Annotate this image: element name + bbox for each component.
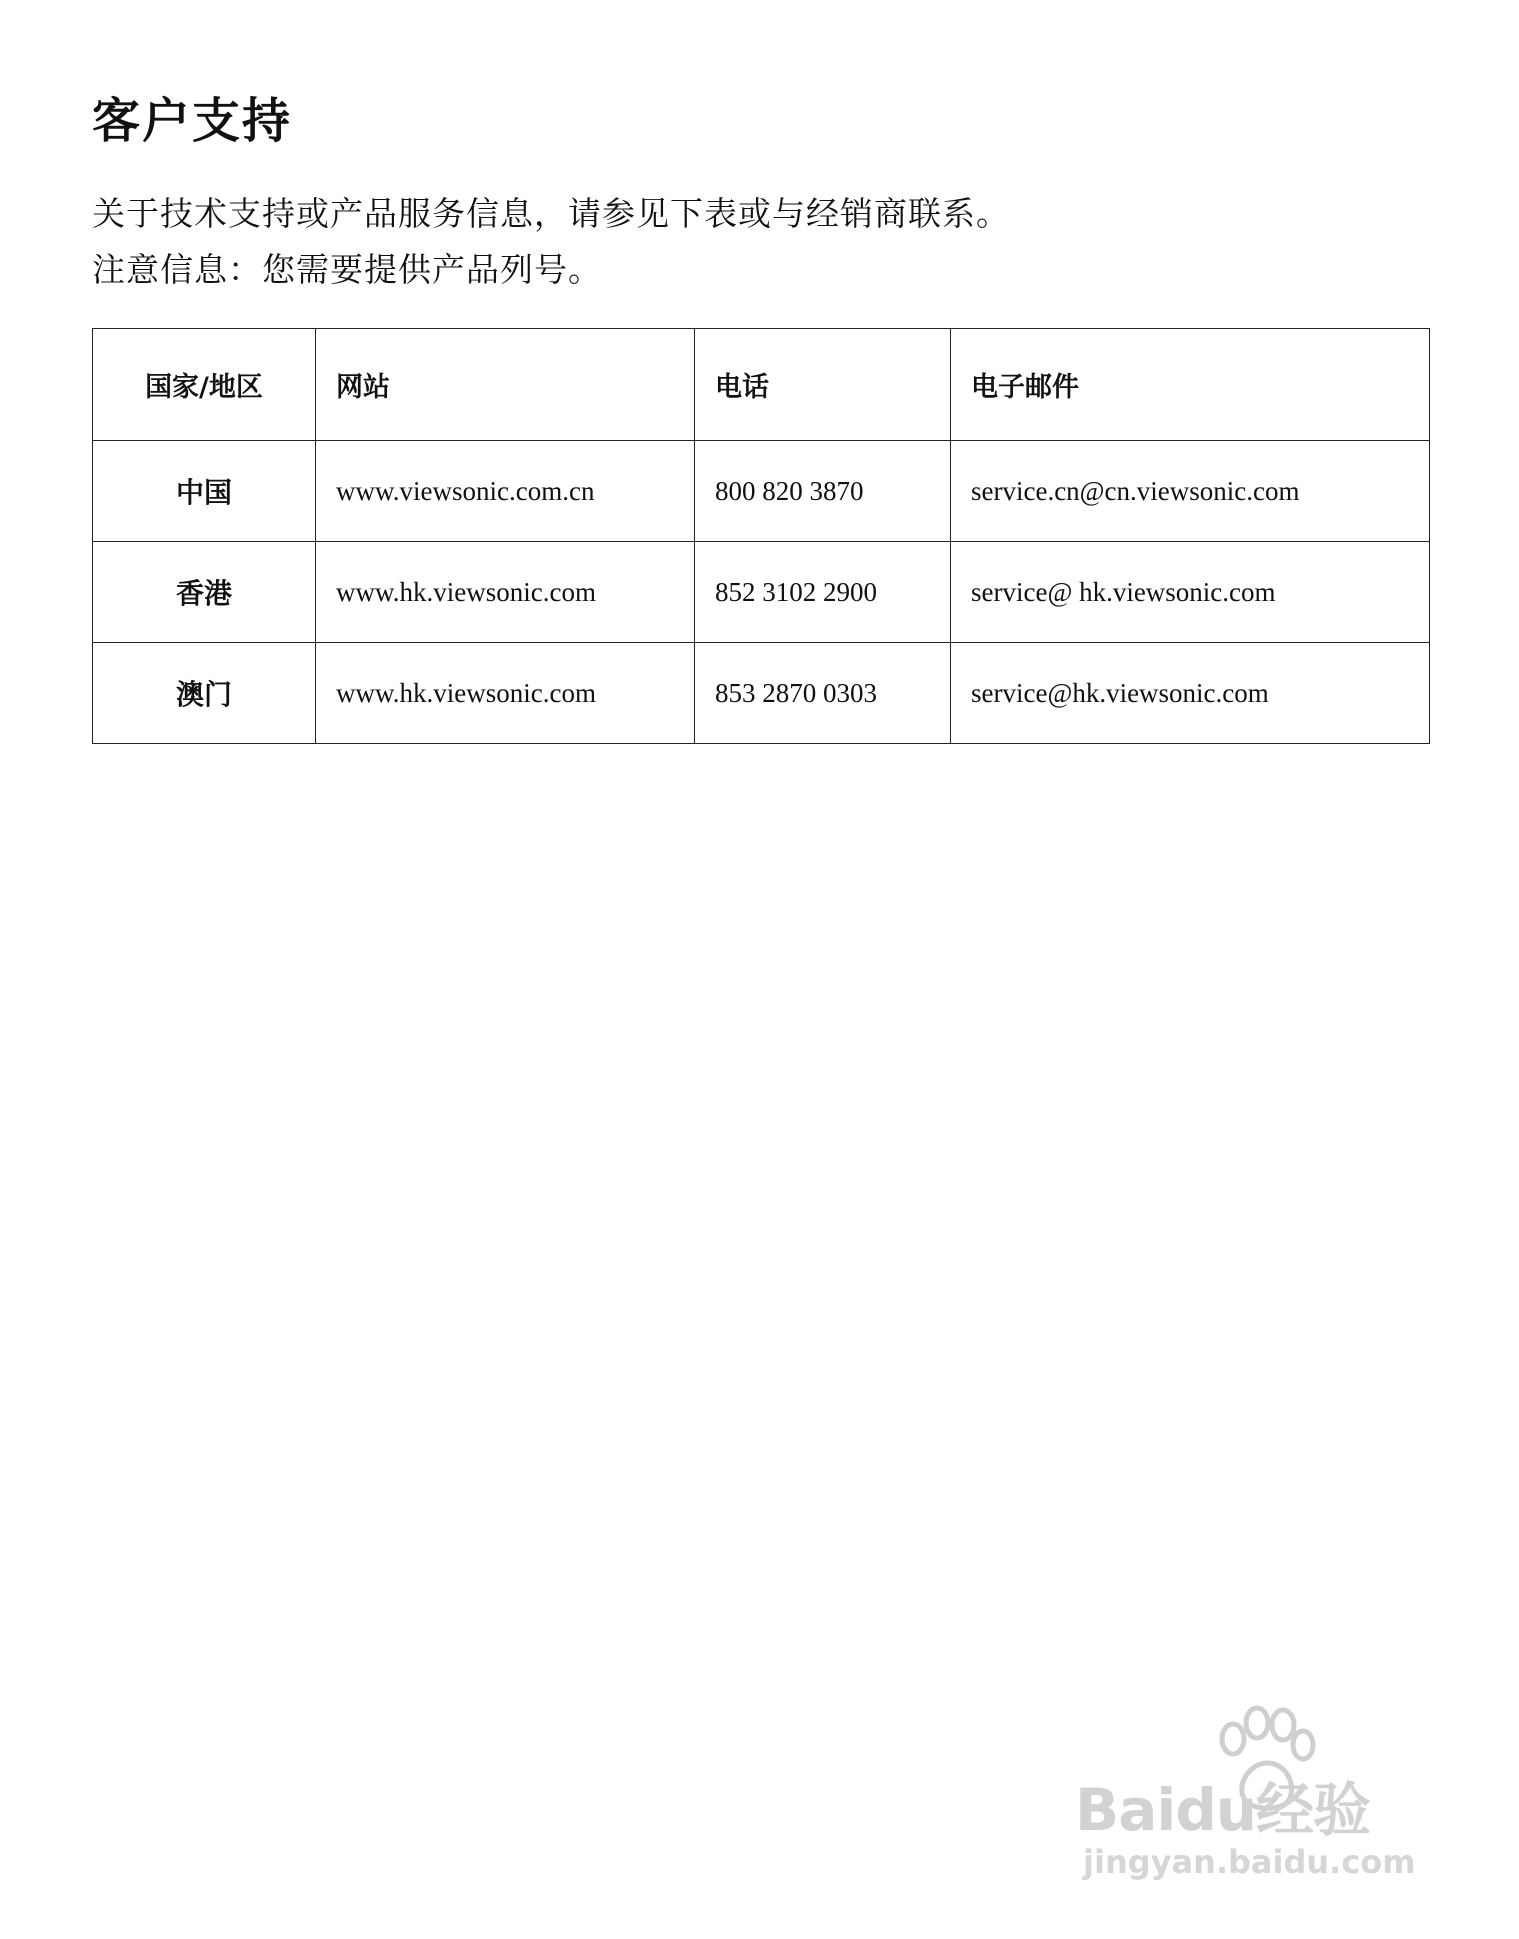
region-cell: 中国 — [93, 441, 316, 542]
support-table — [92, 328, 1430, 744]
region-cell: 澳门 — [93, 643, 316, 744]
header-email: 电子邮件 — [951, 329, 1430, 441]
watermark-brand: Baidu经验 — [1075, 1776, 1371, 1844]
header-region: 国家/地区 — [93, 329, 316, 441]
page-title: 客户支持 — [92, 93, 293, 149]
table-row — [93, 542, 1430, 643]
intro-text — [92, 186, 1010, 298]
region-cell: 香港 — [93, 542, 316, 643]
website-cell: www.hk.viewsonic.com — [316, 643, 695, 744]
baidu-watermark — [1075, 1705, 1435, 1885]
email-cell: service.cn@cn.viewsonic.com — [951, 441, 1430, 542]
phone-cell: 800 820 3870 — [695, 441, 951, 542]
phone-cell: 853 2870 0303 — [695, 643, 951, 744]
email-cell: service@ hk.viewsonic.com — [951, 542, 1430, 643]
intro-line-2: 注意信息：您需要提供产品列号。 — [92, 250, 602, 289]
website-cell: www.viewsonic.com.cn — [316, 441, 695, 542]
email-cell: service@hk.viewsonic.com — [951, 643, 1430, 744]
header-website: 网站 — [316, 329, 695, 441]
table-row — [93, 643, 1430, 744]
watermark-url: jingyan.baidu.com — [1083, 1843, 1416, 1881]
header-phone: 电话 — [695, 329, 951, 441]
website-cell: www.hk.viewsonic.com — [316, 542, 695, 643]
table-header-row — [93, 329, 1430, 441]
table-row — [93, 441, 1430, 542]
phone-cell: 852 3102 2900 — [695, 542, 951, 643]
intro-line-1: 关于技术支持或产品服务信息，请参见下表或与经销商联系。 — [92, 194, 1010, 233]
